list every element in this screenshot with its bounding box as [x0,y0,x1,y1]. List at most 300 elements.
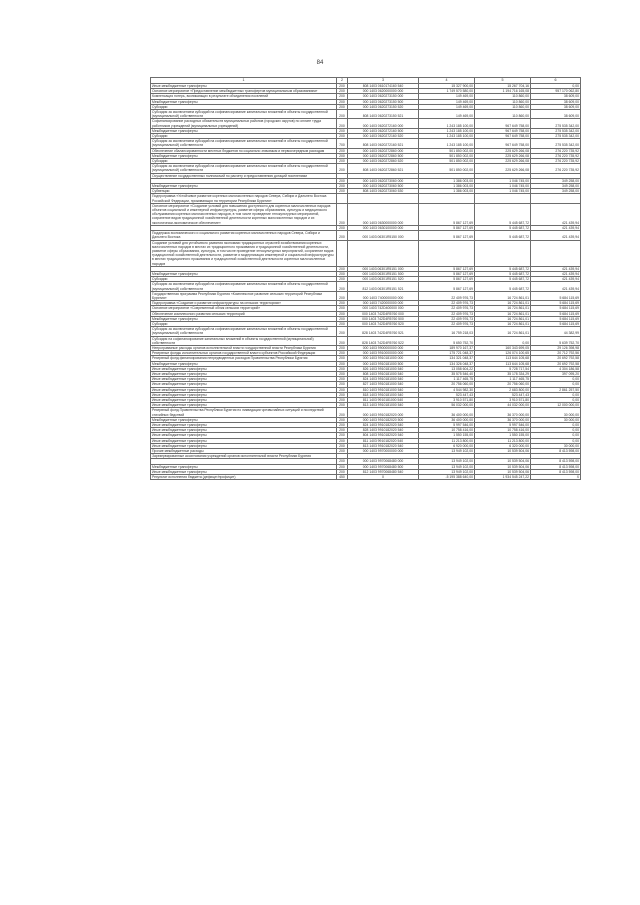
row-budget-code-cell: 000 1403 742D4R5760 000 [348,311,419,316]
row-budget-code-cell: 824 1403 9910181000 540 [348,377,419,382]
header-cell: 3 [348,78,419,84]
table-row [151,194,581,203]
row-approved-cell: 5 867 127,69 [419,277,475,282]
row-executed-cell: 35 178 334,29 [475,371,531,376]
row-budget-code-cell: 000 1403 9910182020 000 [348,408,419,417]
row-name-cell: Создание условий для устойчивого развития экономики традиционных отраслей хозяйствования коренных малочисленных народов в местах их традиционного проживания и традиционной хозяйственной деятельности, развитие сферы образования, культуры, в том числе проведение этнокультурных мероприятий, сохранение видов традиционной хозяйственной деятельности, развитие и модернизация инженерной и социальной инфраструктуры в местах традиционного проживания и традиционной хозяйственной деятельности коренных малочисленных народов [151,240,337,266]
row-budget-code-cell: 000 1403 06301R5150 000 [348,231,419,240]
row-budget-code-cell: 000 1403 0620272160 000 [348,119,419,128]
row-approved-cell: 149 469,00 [419,110,475,119]
row-budget-code-cell: 000 1403 0630000000 000 [348,203,419,225]
row-name-cell: Подпрограмма «Устойчивое развитие коренных малочисленных народов Севера, Сибири и Дальнего Востока Российской Федерации, проживающих на территории Республики Бурятия» [151,194,337,203]
row-budget-code-cell: 813 1403 9910181000 540 [348,403,419,408]
row-approved-cell: 1 117 465,75 [419,377,475,382]
row-budget-code-cell: 000 1403 0620272860 500 [348,153,419,158]
row-executed-cell: 1 046 745,00 [475,178,531,183]
row-budget-code-cell: 808 1403 0620272860 521 [348,164,419,173]
row-name-cell: Межбюджетные трансферты [151,128,337,133]
row-unexecuted-cell: 38 609,00 [531,94,581,99]
row-executed-cell: 967 649 758,00 [475,119,531,128]
row-approved-cell: 1 386 003,00 [419,178,475,183]
row-name-cell: Иные межбюджетные трансферты [151,398,337,403]
row-code-cell: 200 [337,282,348,291]
row-unexecuted-cell: 0,00 [531,398,581,403]
row-code-cell: 200 [337,345,348,350]
row-code-cell: 200 [337,104,348,109]
row-name-cell: Софинансирование расходных обязательств муниципальных районов (городских округов) по оплате труда работников учреждений (муниципальных учреждений) [151,119,337,128]
table-row [151,327,581,336]
row-name-cell: Субсидии [151,104,337,109]
row-approved-cell: -5 195 388 640,00 [419,475,475,480]
row-name-cell: Прочие межбюджетные расходы [151,449,337,454]
row-approved-cell: 13 949 102,00 [419,459,475,464]
row-name-cell: Субсидия на софинансирование капитальных вложений в объекты государственной (муниципальной) собственности [151,336,337,345]
header-cell: 6 [531,78,581,84]
row-code-cell: 200 [337,271,348,276]
page-number: 84 [316,60,324,66]
row-name-cell: Межбюджетные трансферты [151,316,337,321]
row-executed-cell: 16 724 861,01 [475,306,531,311]
row-unexecuted-cell: 421 439,94 [531,282,581,291]
row-name-cell: Иные межбюджетные трансферты [151,371,337,376]
row-code-cell: 200 [337,408,348,417]
row-executed-cell: 16 724 861,01 [475,327,531,336]
row-executed-cell: 967 649 758,00 [475,139,531,148]
row-unexecuted-cell: 38 609,00 [531,104,581,109]
row-unexecuted-cell: 275 535 342,00 [531,128,581,133]
row-approved-cell: 22 409 976,73 [419,301,475,306]
row-approved-cell [419,194,475,203]
row-unexecuted-cell: X [531,475,581,480]
row-approved-cell [419,240,475,266]
row-executed-cell: 225 629 266,08 [475,159,531,164]
row-unexecuted-cell: 276 220 735,92 [531,164,581,173]
row-code-cell: 200 [337,301,348,306]
row-executed-cell: 16 724 861,01 [475,316,531,321]
row-name-cell: Межбюджетные трансферты [151,361,337,366]
row-executed-cell: 5 445 687,72 [475,231,531,240]
row-unexecuted-cell: 8 413 598,00 [531,449,581,454]
row-executed-cell: 110 860,00 [475,99,531,104]
row-name-cell: Межбюджетные трансферты [151,99,337,104]
row-code-cell: 200 [337,119,348,128]
row-executed-cell: 15 267 704,16 [475,84,531,89]
row-name-cell: Иные межбюджетные трансферты [151,423,337,428]
row-executed-cell: 16 724 861,01 [475,311,531,316]
row-budget-code-cell [348,240,419,266]
row-unexecuted-cell: 20 692 792,58 [531,356,581,361]
row-code-cell: 200 [337,94,348,99]
row-unexecuted-cell [531,194,581,203]
row-budget-code-cell: 000 1403 9970068480 500 [348,464,419,469]
row-approved-cell: 1 243 185 100,00 [419,119,475,128]
table-row [151,408,581,417]
row-unexecuted-cell: 30 000,00 [531,443,581,448]
row-name-cell: Иные межбюджетные трансферты [151,443,337,448]
row-name-cell: Субсидия за исключением субсидий на софинансирование капитальных вложений в объекты государственной (муниципальной) собственности [151,282,337,291]
row-code-cell: 200 [337,356,348,361]
row-name-cell: Иные межбюджетные трансферты [151,392,337,397]
row-approved-cell: 1 749 570 580,00 [419,89,475,94]
row-unexecuted-cell: 5 684 115,69 [531,301,581,306]
row-executed-cell: 1 194 716 165,08 [475,89,531,94]
row-budget-code-cell: 808 1403 9910181000 540 [348,371,419,376]
row-budget-code-cell: 000 1403 7420000000 000 [348,301,419,306]
row-name-cell: Субсидия за исключением субсидий на софинансирование капитальных вложений в объекты государственной (муниципальной) собственности [151,110,337,119]
row-name-cell: Межбюджетные трансферты [151,464,337,469]
row-budget-code-cell: 828 1403 742D4R5760 522 [348,336,419,345]
row-approved-cell: 11 213 800,00 [419,438,475,443]
row-name-cell: Непрограммные расходы органов исполнительной власти государственной власти Республики Бурятия [151,345,337,350]
row-executed-cell: 3 910 571,80 [475,398,531,403]
row-code-cell: 200 [337,99,348,104]
row-unexecuted-cell: 421 439,94 [531,203,581,225]
row-unexecuted-cell: 275 535 342,00 [531,119,581,128]
row-code-cell [337,194,348,203]
row-approved-cell: 5 867 127,69 [419,271,475,276]
row-code-cell: 200 [337,371,348,376]
row-code-cell: 200 [337,428,348,433]
row-budget-code-cell: 000 1403 0620273150 520 [348,104,419,109]
row-approved-cell: 13 058 604,22 [419,366,475,371]
row-code-cell: 200 [337,277,348,282]
table-row [151,89,581,94]
row-executed-cell: 1 934 545 247,22 [475,475,531,480]
row-executed-cell: 16 724 861,01 [475,301,531,306]
row-code-cell: 700 [337,139,348,148]
row-approved-cell: 1 243 185 100,00 [419,139,475,148]
row-executed-cell: 10 539 504,06 [475,449,531,454]
row-name-cell: Субсидии [151,277,337,282]
row-name-cell: Обеспечение сбалансированности местных бюджетов по социально значимым и первоочередным расходам [151,148,337,153]
row-budget-code-cell: 808 1403 0620272160 521 [348,139,419,148]
row-executed-cell: 967 649 758,00 [475,128,531,133]
row-name-cell: Межбюджетные трансферты [151,271,337,276]
row-unexecuted-cell: 0,00 [531,423,581,428]
row-name-cell: Основное мероприятие «Создание условий для повышения доступности для коренных малочисленных народов объектов социальной и инженерной инфраструктуры, развитие сферы образования, культуры и медицинского обслуживания коренных малочисленных народов, в том числе проведение этнокультурных мероприятий, сохранение видов традиционной хозяйственной деятельности коренных малочисленных народов и их экологически-экономическое обеспечение» [151,203,337,225]
row-approved-cell: 35 575 546,40 [419,371,475,376]
row-code-cell: 200 [337,134,348,139]
row-approved-cell: 149 469,00 [419,104,475,109]
row-code-cell: 200 [337,398,348,403]
row-budget-code-cell: 808 1403 0620273150 521 [348,110,419,119]
row-code-cell: 200 [337,387,348,392]
row-executed-cell: 225 629 266,08 [475,164,531,173]
row-name-cell: Зарезервированные ассигнования учреждений органов исполнительной власти Республики Бурятия [151,454,337,459]
row-executed-cell: 225 629 266,08 [475,153,531,158]
row-budget-code-cell: 808 1403 0610174160 540 [348,84,419,89]
row-unexecuted-cell: 349 258,00 [531,178,581,183]
row-executed-cell: 5 445 687,72 [475,225,531,230]
row-executed-cell: 10 539 504,06 [475,469,531,474]
table-row [151,203,581,225]
row-budget-code-cell: 000 1403 0620272160 500 [348,128,419,133]
row-name-cell: Субсидия за исключением субсидий на софинансирование капитальных вложений в объекты государственной (муниципальной) собственности [151,139,337,148]
row-approved-cell: 1 386 003,00 [419,184,475,189]
row-unexecuted-cell: 957 170 062,80 [531,89,581,94]
row-executed-cell: 10 758 416,00 [475,428,531,433]
row-executed-cell: 44 032 000,00 [475,403,531,408]
row-budget-code-cell: 804 1403 9910182020 540 [348,433,419,438]
table-row [151,139,581,148]
row-approved-cell: 5 867 127,69 [419,282,475,291]
row-approved-cell: 5 867 127,69 [419,225,475,230]
header-cell: 2 [337,78,348,84]
row-executed-cell: 5 445 687,72 [475,266,531,271]
row-executed-cell: 6 320 000,00 [475,443,531,448]
row-budget-code-cell: 828 1403 742D4R5760 521 [348,327,419,336]
row-budget-code-cell: 000 1403 0620273060 500 [348,184,419,189]
row-approved-cell: 501 850 002,00 [419,148,475,153]
row-budget-code-cell: 827 1403 9910181000 540 [348,382,419,387]
row-budget-code-cell: 812 1403 06301R5151 521 [348,282,419,291]
row-approved-cell: 22 409 976,73 [419,316,475,321]
row-name-cell: Иные межбюджетные трансферты [151,84,337,89]
row-budget-code-cell: 810 1403 9910181000 540 [348,387,419,392]
row-executed-cell: 1 046 745,00 [475,189,531,194]
row-unexecuted-cell: 44 382,99 [531,327,581,336]
row-name-cell: Иные межбюджетные трансферты [151,469,337,474]
row-approved-cell: 1 243 185 100,00 [419,134,475,139]
table-row [151,336,581,345]
row-code-cell: 200 [337,469,348,474]
budget-execution-table [150,77,581,480]
row-approved-cell: 22 409 976,73 [419,291,475,300]
row-budget-code-cell: 000 1403 06301R5151 000 [348,266,419,271]
row-code-cell: 200 [337,84,348,89]
row-code-cell: 200 [337,311,348,316]
row-code-cell: 200 [337,361,348,366]
row-approved-cell: 56 032 000,00 [419,403,475,408]
row-unexecuted-cell: 276 220 735,92 [531,159,581,164]
row-name-cell: Поддержка экономического и социального развития коренных малочисленных народов Севера, Сибири и Дальнего Востока [151,231,337,240]
row-executed-cell: 1 550 155,00 [475,433,531,438]
row-approved-cell: 22 409 976,73 [419,306,475,311]
row-approved-cell: 1 550 155,00 [419,433,475,438]
row-unexecuted-cell: 349 258,00 [531,184,581,189]
row-unexecuted-cell: 38 609,00 [531,110,581,119]
row-name-cell: Межбюджетные трансферты [151,417,337,422]
row-code-cell: 200 [337,423,348,428]
row-name-cell: Резервные фонды исполнительных органов государственной власти субъектов Российской Федерации [151,351,337,356]
row-approved-cell: 1 243 185 100,00 [419,128,475,133]
table-row [151,119,581,128]
row-budget-code-cell: 000 1403 742D4R5760 520 [348,321,419,326]
row-executed-cell: 5 445 687,72 [475,203,531,225]
row-name-cell: Резервный фонд Правительства Республики Бурятия по ликвидации чрезвычайных ситуаций и последствий стихийных бедствий [151,408,337,417]
row-code-cell: 200 [337,443,348,448]
row-unexecuted-cell [531,240,581,266]
row-approved-cell: 5 650 752,70 [419,336,475,345]
row-unexecuted-cell: 5 639 752,70 [531,336,581,345]
row-code-cell: 200 [337,110,348,119]
row-executed-cell: 0,00 [475,336,531,345]
table-row [151,351,581,356]
row-name-cell: Иные межбюджетные трансферты [151,377,337,382]
row-unexecuted-cell: 0,00 [531,433,581,438]
row-code-cell: 200 [337,366,348,371]
row-code-cell: 200 [337,153,348,158]
row-budget-code-cell: 000 1403 0620272160 520 [348,134,419,139]
row-name-cell: Иные межбюджетные трансферты [151,403,337,408]
row-approved-cell: 149 469,00 [419,99,475,104]
table-row [151,306,581,311]
row-budget-code-cell: 000 1403 9910181000 000 [348,356,419,361]
row-code-cell: 200 [337,316,348,321]
row-unexecuted-cell: 5 684 115,69 [531,321,581,326]
row-budget-code-cell: 000 1403 0620000000 000 [348,89,419,94]
row-name-cell: Компенсация потерь, возникающих в результате объединения поселений [151,94,337,99]
row-code-cell: 200 [337,291,348,300]
table-row [151,240,581,266]
row-unexecuted-cell: 0,00 [531,377,581,382]
row-name-cell: Иные межбюджетные трансферты [151,428,337,433]
row-unexecuted-cell: 421 439,94 [531,231,581,240]
row-approved-cell: 149 469,00 [419,94,475,99]
row-code-cell: 200 [337,164,348,173]
row-unexecuted-cell: 349 258,00 [531,189,581,194]
row-budget-code-cell: 811 1403 9910182020 540 [348,438,419,443]
row-budget-code-cell: 000 1403 9900000000 000 [348,345,419,350]
row-executed-cell: 967 649 758,00 [475,134,531,139]
row-unexecuted-cell: 5 684 115,69 [531,306,581,311]
row-unexecuted-cell: 0,00 [531,84,581,89]
table-row [151,475,581,480]
table-row [151,94,581,99]
row-code-cell: 200 [337,148,348,153]
row-name-cell: Субвенции [151,189,337,194]
row-approved-cell: 6 920 000,00 [419,443,475,448]
row-approved-cell: 5 997 546,00 [419,423,475,428]
row-code-cell: 200 [337,392,348,397]
row-unexecuted-cell: 4 304 186,58 [531,366,581,371]
row-approved-cell: 501 850 002,00 [419,159,475,164]
row-executed-cell: 5 728 717,54 [475,366,531,371]
row-unexecuted-cell: 0,00 [531,382,581,387]
row-budget-code-cell: X [348,475,419,480]
header-cell: 4 [419,78,475,84]
row-code-cell: 200 [337,178,348,183]
row-executed-cell: 523 447,43 [475,392,531,397]
row-budget-code-cell: 000 1403 0620272860 520 [348,159,419,164]
row-unexecuted-cell: 8 413 598,00 [531,464,581,469]
row-budget-code-cell: 000 1403 0620273150 000 [348,94,419,99]
row-unexecuted-cell: 20 692 792,58 [531,361,581,366]
row-code-cell: 200 [337,449,348,454]
row-approved-cell: 22 409 976,73 [419,311,475,316]
row-code-cell: 200 [337,382,348,387]
row-budget-code-cell: 000 1403 7400000000 000 [348,291,419,300]
row-executed-cell: 160 343 699,05 [475,345,531,350]
row-budget-code-cell: 000 1403 0620272860 000 [348,148,419,153]
row-code-cell: 200 [337,321,348,326]
row-unexecuted-cell: 12 000 000,00 [531,403,581,408]
row-executed-cell: 2 683 800,00 [475,387,531,392]
row-unexecuted-cell: 30 000,00 [531,417,581,422]
table-row [151,231,581,240]
row-approved-cell: 501 850 002,00 [419,153,475,158]
row-executed-cell: 5 997 546,00 [475,423,531,428]
row-budget-code-cell: 824 1403 9910182020 540 [348,423,419,428]
row-code-cell: 200 [337,203,348,225]
row-approved-cell: 1 386 003,00 [419,189,475,194]
row-budget-code-cell: 813 1403 9910182020 540 [348,443,419,448]
row-name-cell: Субсидия за исключением субсидий на софинансирование капитальных вложений в объекты государственной (муниципальной) собственности [151,327,337,336]
row-approved-cell: 13 949 102,00 [419,469,475,474]
row-budget-code-cell: 000 1403 0620273060 000 [348,178,419,183]
row-unexecuted-cell: 421 439,94 [531,271,581,276]
row-executed-cell: 16 724 861,01 [475,291,531,300]
row-code-cell [337,240,348,266]
row-name-cell: Иные межбюджетные трансферты [151,433,337,438]
row-budget-code-cell: 000 1403 0630100000 000 [348,225,419,230]
row-code-cell: 200 [337,225,348,230]
row-unexecuted-cell: 0,00 [531,392,581,397]
row-approved-cell: 501 850 002,00 [419,164,475,173]
table-row [151,301,581,306]
row-budget-code-cell: 826 1403 9910181000 540 [348,366,419,371]
row-code-cell: 200 [337,189,348,194]
row-code-cell: 450 [337,475,348,480]
row-name-cell: Иные межбюджетные трансферты [151,438,337,443]
row-code-cell: 200 [337,459,348,464]
row-name-cell: Иные межбюджетные трансферты [151,382,337,387]
row-executed-cell: 5 445 687,72 [475,282,531,291]
row-budget-code-cell: 000 1403 742D400000 000 [348,306,419,311]
row-executed-cell: 5 445 687,72 [475,271,531,276]
row-unexecuted-cell: 275 535 342,00 [531,134,581,139]
row-budget-code-cell: 000 1403 9910181000 500 [348,361,419,366]
row-unexecuted-cell: 8 413 598,00 [531,469,581,474]
row-budget-code-cell: 818 1403 9910181000 540 [348,392,419,397]
row-code-cell: 200 [337,266,348,271]
row-executed-cell [475,194,531,203]
row-budget-code-cell: 808 1403 0620273060 530 [348,189,419,194]
row-code-cell: 200 [337,417,348,422]
row-approved-cell: 36 400 000,00 [419,408,475,417]
row-budget-code-cell: 000 1403 9910182020 500 [348,417,419,422]
row-code-cell: 200 [337,464,348,469]
row-budget-code-cell: 000 1403 06301R5151 520 [348,277,419,282]
row-name-cell: Иные межбюджетные трансферты [151,387,337,392]
row-approved-cell: 189 970 167,37 [419,345,475,350]
row-executed-cell: 16 724 861,01 [475,321,531,326]
row-unexecuted-cell: 421 439,94 [531,266,581,271]
row-unexecuted-cell: 0,00 [531,428,581,433]
row-executed-cell: 225 629 266,08 [475,148,531,153]
row-unexecuted-cell: 8 413 598,00 [531,459,581,464]
row-code-cell: 200 [337,231,348,240]
row-approved-cell: 4 544 982,30 [419,387,475,392]
row-executed-cell: 1 046 745,00 [475,184,531,189]
row-code-cell: 200 [337,336,348,345]
row-approved-cell: 5 867 127,69 [419,266,475,271]
row-budget-code-cell: 000 1403 06301R5151 500 [348,271,419,276]
row-approved-cell: 36 400 000,00 [419,417,475,422]
row-budget-code-cell: 000 1403 9970000000 000 [348,449,419,454]
row-unexecuted-cell: 5 684 115,69 [531,291,581,300]
header-cell: 1 [151,78,337,84]
row-name-cell: Межбюджетные трансферты [151,184,337,189]
row-approved-cell: 13 949 102,00 [419,449,475,454]
table-row [151,291,581,300]
row-executed-cell: 126 074 100,65 [475,351,531,356]
row-code-cell: 200 [337,403,348,408]
row-executed-cell: 110 860,00 [475,104,531,109]
row-code-cell: 200 [337,89,348,94]
row-approved-cell: 3 910 571,80 [419,398,475,403]
row-budget-code-cell: 828 1403 9910182020 540 [348,428,419,433]
